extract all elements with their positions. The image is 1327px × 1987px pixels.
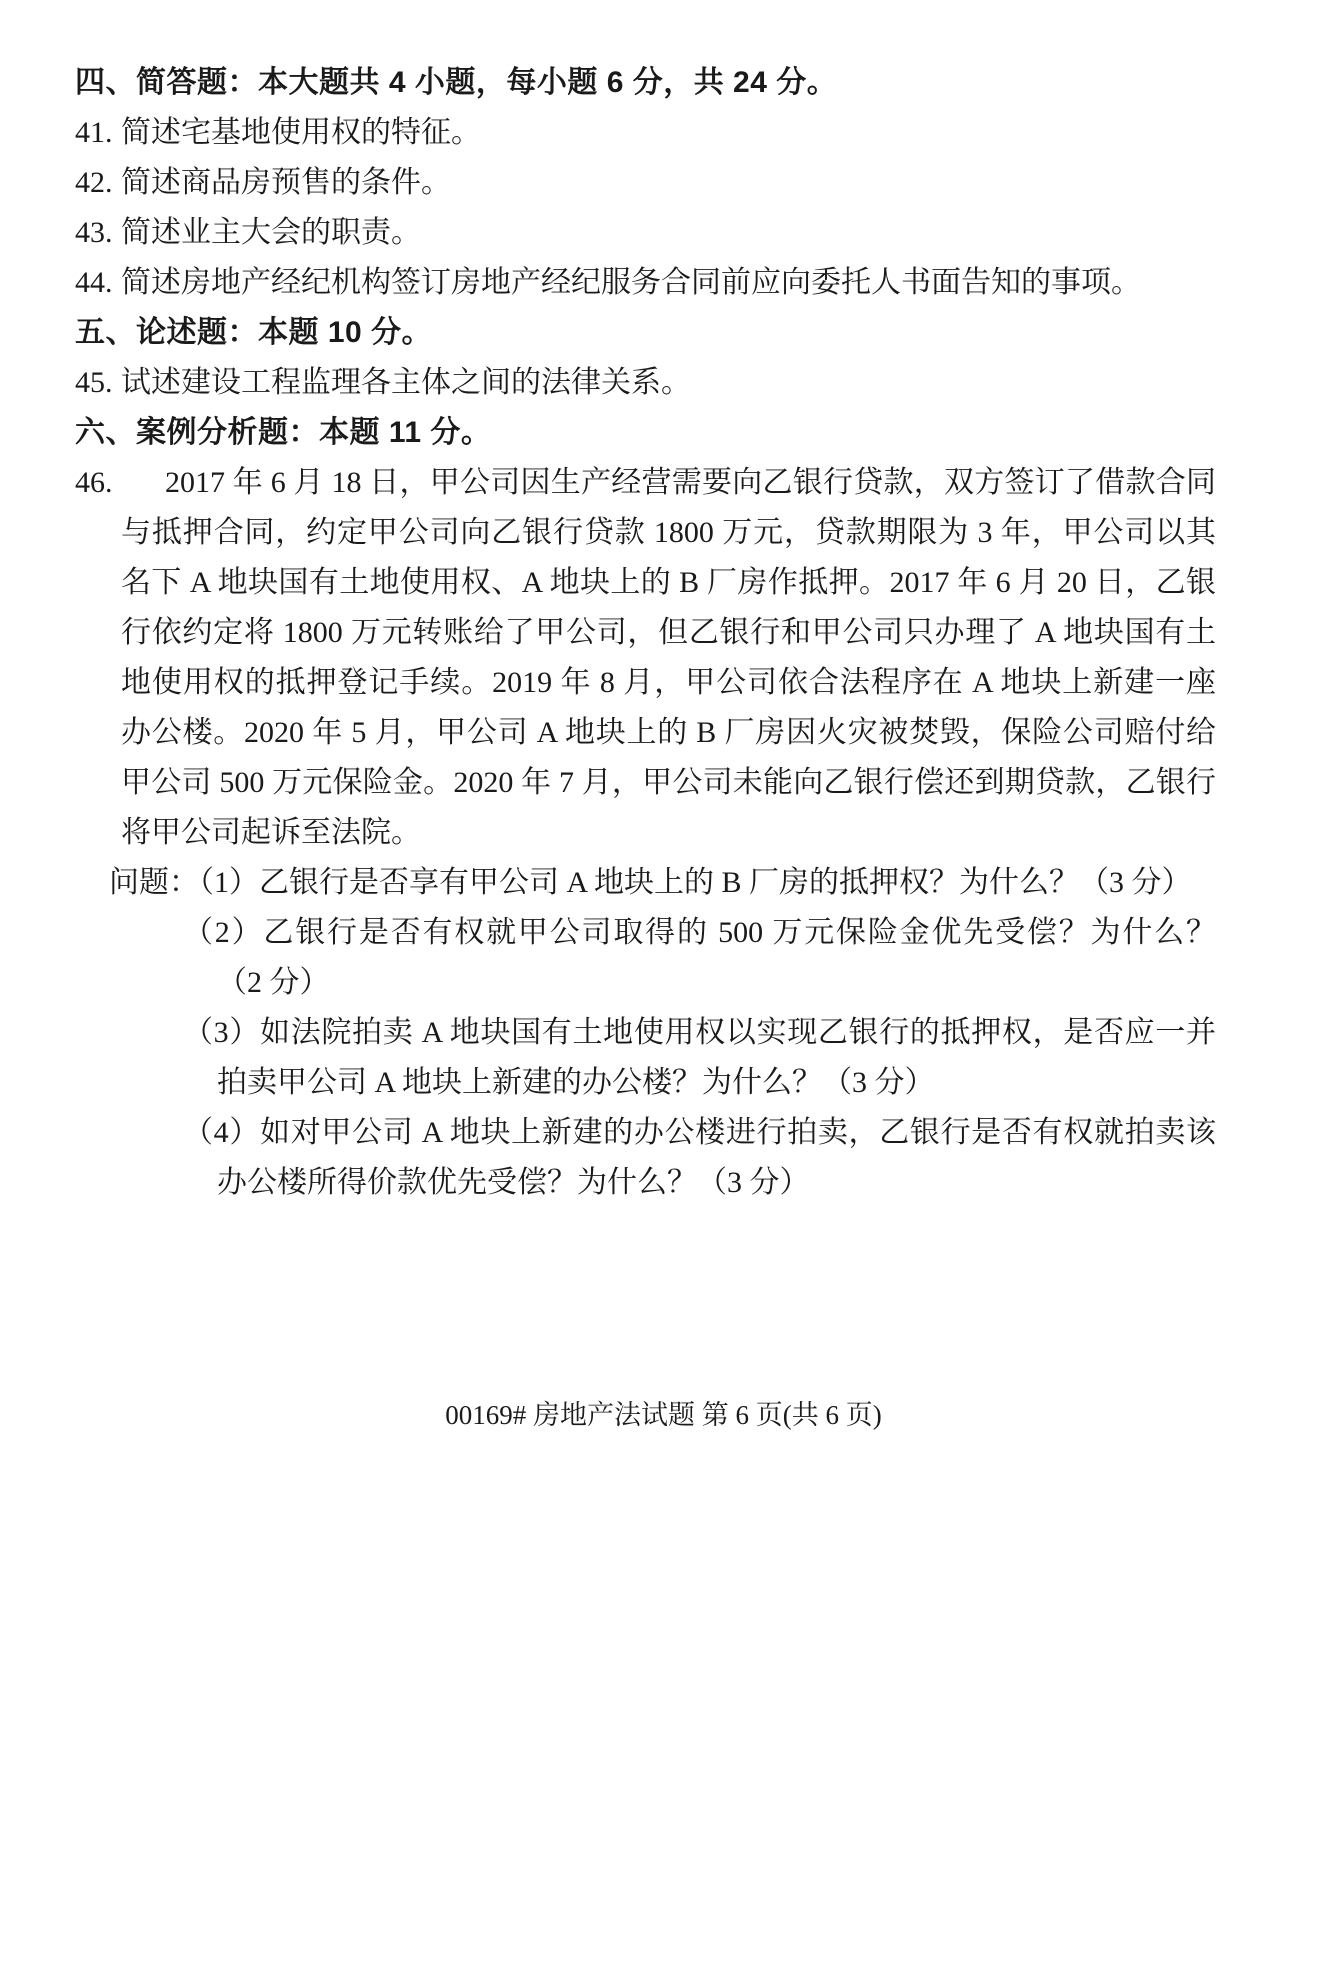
case-question-1	[109, 858, 1216, 908]
question-46-line-1	[75, 458, 1216, 508]
question-43-number: 43.	[75, 216, 113, 249]
case-question-1-text: （1）乙银行是否享有甲公司 A 地块上的 B 厂房的抵押权？为什么？（3 分）	[199, 866, 1192, 899]
case-body-line-3: 名下 A 地块国有土地使用权、A 地块上的 B 厂房作抵押。2017 年 6 月 20 日，乙银	[121, 566, 1216, 599]
question-41	[75, 108, 1216, 158]
case-question-3-line-1: （3）如法院拍卖 A 地块国有土地使用权以实现乙银行的抵押权，是否应一并	[183, 1016, 1216, 1049]
question-41-text: 简述宅基地使用权的特征。	[121, 116, 481, 149]
case-question-2-line-1: （2）乙银行是否有权就甲公司取得的 500 万元保险金优先受偿？为什么？	[183, 916, 1216, 949]
case-body-line-1: 2017 年 6 月 18 日，甲公司因生产经营需要向乙银行贷款，双方签订了借款合同	[165, 466, 1216, 499]
question-42-number: 42.	[75, 166, 113, 199]
section-heading-case-analysis: 六、案例分析题：本题 11 分。	[75, 416, 492, 449]
exam-content	[75, 58, 1216, 1208]
page-footer: 00169# 房地产法试题 第 6 页(共 6 页)	[445, 1400, 882, 1430]
question-44-number: 44.	[75, 266, 113, 299]
case-question-3-line-2: 拍卖甲公司 A 地块上新建的办公楼？为什么？（3 分）	[217, 1066, 935, 1099]
question-41-number: 41.	[75, 116, 113, 149]
question-42	[75, 158, 1216, 208]
case-questions-label: 问题：	[109, 866, 199, 899]
case-body-line-2: 与抵押合同，约定甲公司向乙银行贷款 1800 万元，贷款期限为 3 年，甲公司以其	[121, 516, 1216, 549]
case-body-line-4: 行依约定将 1800 万元转账给了甲公司，但乙银行和甲公司只办理了 A 地块国有土	[121, 616, 1216, 649]
case-body-line-5: 地使用权的抵押登记手续。2019 年 8 月，甲公司依合法程序在 A 地块上新建一座	[121, 666, 1216, 699]
case-body-line-7: 甲公司 500 万元保险金。2020 年 7 月，甲公司未能向乙银行偿还到期贷款，乙银行	[121, 766, 1216, 799]
case-question-4-line-2: 办公楼所得价款优先受偿？为什么？（3 分）	[217, 1166, 810, 1199]
section-heading-short-answer: 四、简答题：本大题共 4 小题，每小题 6 分，共 24 分。	[75, 66, 838, 99]
section-heading-essay: 五、论述题：本题 10 分。	[75, 316, 433, 349]
question-44	[75, 258, 1216, 308]
question-44-text: 简述房地产经纪机构签订房地产经纪服务合同前应向委托人书面告知的事项。	[121, 266, 1141, 299]
case-question-2-line-2: （2 分）	[217, 966, 330, 999]
case-body-line-8: 将甲公司起诉至法院。	[121, 816, 421, 849]
question-46-number: 46.	[75, 466, 113, 499]
question-42-text: 简述商品房预售的条件。	[121, 166, 451, 199]
case-question-4-line-1: （4）如对甲公司 A 地块上新建的办公楼进行拍卖，乙银行是否有权就拍卖该	[183, 1116, 1216, 1149]
case-body-line-6: 办公楼。2020 年 5 月，甲公司 A 地块上的 B 厂房因火灾被焚毁，保险公司赔付给	[121, 716, 1216, 749]
question-45-text: 试述建设工程监理各主体之间的法律关系。	[121, 366, 691, 399]
question-45-number: 45.	[75, 366, 113, 399]
question-45	[75, 358, 1216, 408]
question-43-text: 简述业主大会的职责。	[121, 216, 421, 249]
question-43	[75, 208, 1216, 258]
